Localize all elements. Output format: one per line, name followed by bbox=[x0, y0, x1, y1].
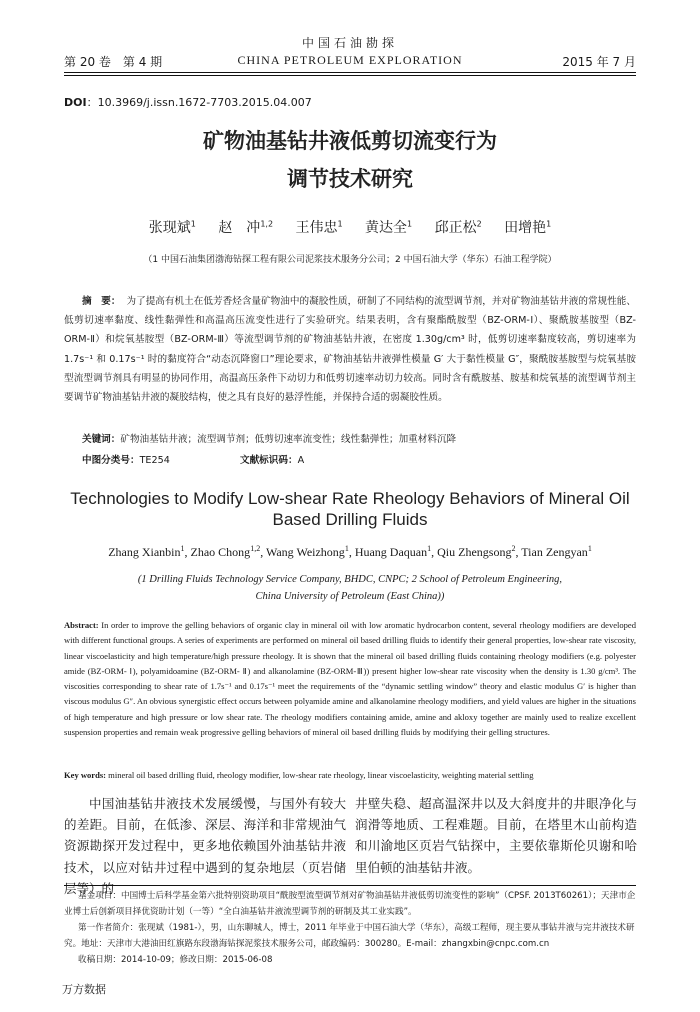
classification-row bbox=[82, 452, 637, 471]
title-en-line2: Based Drilling Fluids bbox=[272, 510, 428, 529]
affiliation-en-line2: China University of Petroleum (East China)) bbox=[255, 591, 445, 602]
abstract-cn-label: 摘 要： bbox=[82, 296, 121, 307]
author-cn: 张现斌$^1$ bbox=[148, 219, 196, 236]
abstract-cn bbox=[64, 292, 636, 407]
affiliation-cn: （1 中国石油集团渤海钻探工程有限公司泥浆技术服务分公司；2 中国石油大学（华东）石油工程学院） bbox=[143, 255, 557, 265]
keywords-en-label: Key words: bbox=[64, 770, 107, 780]
document-code: 文献标识码：A bbox=[240, 455, 305, 466]
doi-line bbox=[64, 94, 312, 110]
doi-label: DOI bbox=[64, 96, 87, 109]
keywords-cn-text: 矿物油基钻井液；流型调节剂；低剪切速率流变性；线性黏弹性；加重材料沉降 bbox=[120, 434, 457, 445]
header-rule bbox=[64, 72, 636, 73]
abstract-cn-text: 为了提高有机土在低芳香烃含量矿物油中的凝胶性质，研制了不同结构的流型调节剂，并对矿物油基钻井液的常规性能、低剪切速率黏度、线性黏弹性和高温高压流变性进行了实验研究。结果表明，含有聚酯酰胺型（BZ-ORM-Ⅰ）、聚酰胺基胺型（BZ-ORM-Ⅱ）和烷氧基胺型（BZ-ORM-Ⅲ）等流型调节剂的矿物油基钻井液，在密度 1.30g/cm³ 时，低剪切速率黏度较高，剪切速率为 1.7s⁻¹ 和 0.17s⁻¹ 时的黏度符合“动态沉降窗口”理论要求，矿物油基钻井液弹性模量 G′ 大于黏性模量 G″，聚酰胺基胺型与烷氧基胺型流型调节剂具有明显的协同作用，高温高压条件下动切力和低剪切速率动切力较高。同时含有酰胺基、胺基和烷氧基的流型调节剂主要调节矿物油基钻井液的凝胶结构，使之具有良好的悬浮性能，并保持合适的弱凝胶性质。 bbox=[64, 296, 637, 404]
abstract-en bbox=[64, 618, 636, 740]
journal-name-en: CHINA PETROLEUM EXPLORATION bbox=[237, 53, 463, 67]
title-en-line1: Technologies to Modify Low-shear Rate Rheology Behaviors of Mineral Oil bbox=[70, 489, 630, 508]
doi-value[interactable]: ：10.3969/j.issn.1672-7703.2015.04.007 bbox=[86, 96, 312, 109]
author-cn: 黄达全$^1$ bbox=[365, 219, 413, 236]
title-cn-line1: 矿物油基钻井液低剪切流变行为 bbox=[203, 129, 497, 153]
volume-issue: 第 20 卷 第 4 期 bbox=[64, 55, 163, 69]
footnote-rule bbox=[64, 885, 636, 886]
running-header-journal-cn: 中国石油勘探 bbox=[301, 36, 398, 50]
body-text-column-right: 井壁失稳、超高温深井以及大斜度井的井眼净化与润滑等地质、工程难题。目前，在塔里木山前构造和川渝地区页岩气钻探中，主要依靠斯伦贝谢和哈里伯顿的油基钻井液。 bbox=[355, 796, 637, 875]
body-text-column-left: 中国油基钻井液技术发展缓慢，与国外有较大的差距。目前，在低渗、深层、海洋和非常规油气资源勘探开发过程中，更多地依赖国外油基钻井液技术，以应对钻井过程中遇到的复杂地层（页岩储层等）的 bbox=[64, 796, 346, 896]
header-rule-thin bbox=[64, 75, 636, 76]
affiliation-en-line1: (1 Drilling Fluids Technology Service Company, BHDC, CNPC; 2 School of Petroleum Engineering, bbox=[137, 574, 563, 585]
author-cn: 邱正松$^2$ bbox=[434, 219, 482, 236]
author-cn: 王伟忠$^1$ bbox=[295, 219, 343, 236]
authors-en: Zhang Xianbin$^1$, Zhao Chong$^{1,2}$, Wang Weizhong$^1$, Huang Daquan$^1$, Qiu Zhengsong$^2$, Tian Zengyan$^1$ bbox=[108, 544, 592, 559]
keywords-cn-label: 关键词： bbox=[82, 434, 121, 445]
keywords-en bbox=[64, 768, 636, 783]
keywords-en-text: mineral oil based drilling fluid, rheology modifier, low-shear rate rheology, linear viscoelasticity, weighting material settling bbox=[108, 770, 534, 780]
abstract-en-label: Abstract: bbox=[64, 620, 99, 630]
footnote-fund: 基金项目：中国博士后科学基金第六批特别资助项目“酰胺型流型调节剂对矿物油基钻井液低剪切流变性的影响”（CPSF. 2013T60261）；天津市企业博士后创新项目择优资助计划（一等）“全白油基钻井液流型调节剂的研制及其工业实践”。 bbox=[64, 891, 636, 917]
footnotes bbox=[64, 888, 636, 968]
author-cn: 田增艳$^1$ bbox=[504, 219, 552, 236]
running-header-row bbox=[64, 53, 636, 71]
footnote-dates: 收稿日期：2014-10-09；修改日期：2015-06-08 bbox=[78, 955, 273, 965]
clc-number: 中图分类号：TE254 bbox=[82, 455, 170, 466]
author-cn: 赵 冲$^{1,2}$ bbox=[218, 219, 274, 236]
keywords-cn bbox=[82, 430, 637, 449]
authors-cn bbox=[0, 217, 700, 237]
abstract-en-text: In order to improve the gelling behaviors of organic clay in mineral oil with low aromatic hydrocarbon content, several rheology modifiers are developed with different functional groups. A series of experiments are performed on mineral oil based drilling fluids to identify their general properties, low-shear rate viscosity, linear viscoelasticity and high temperature/high pressure rheology. It is shown that the mineral oil based drilling fluids containing rheology modifiers (e.g. polyester amide (BZ-ORM- Ⅰ), polyamidoamine (BZ-ORM- Ⅱ) and alkanolamine (BZ-ORM-Ⅲ)) present higher low-shear rate viscosity when the density is 1.30 g/cm³. The viscosities corresponding to shear rate of 1.7s⁻¹ and 0.17s⁻¹ meet the requirements of the “dynamic settling window” theory and elastic modulus G′ is higher than viscous modulus G″. An obvious synergistic effect occurs between polyamide amine and alkanolamine rheology modifiers, and yield values are higher in the situations of high temperature and high pressure or low shear rate. The rheology modifiers containing amide, amine and akloxy together are mainly used to realize excellent suspension properties and remain weak progressive gelling behaviors of mineral oil based drilling fluids by modifying their gelling structures. bbox=[64, 620, 636, 738]
issue-date: 2015 年 7 月 bbox=[562, 55, 636, 69]
title-cn-line2: 调节技术研究 bbox=[287, 167, 413, 191]
watermark-wanfang: 万方数据 bbox=[62, 983, 106, 996]
footnote-author: 第一作者简介：张现斌（1981-），男，山东聊城人，博士，2011 年毕业于中国石油大学（华东），高级工程师，现主要从事钻井液与完井液技术研究。地址：天津市大港油田红旗路东段渤海钻探泥浆技术服务公司，邮政编码：300280。E-mail：zhangxbin@cnpc.com.cn bbox=[64, 923, 635, 949]
